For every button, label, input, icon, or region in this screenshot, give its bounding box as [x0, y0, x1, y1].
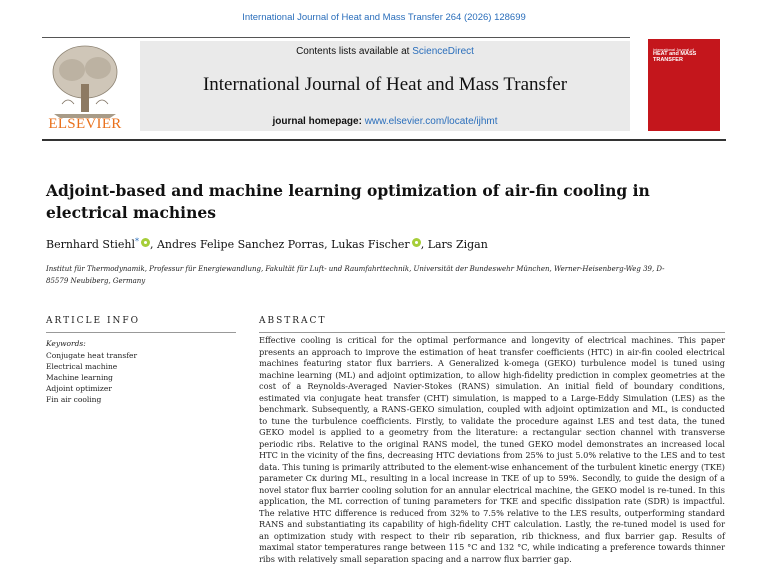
- keyword-item: Electrical machine: [46, 362, 118, 371]
- author-affiliation: Institut für Thermodynamik, Professur für Energiewandlung, Fakultät für Luft- und Raumfahrttechnik, Universität der Bundeswehr München, Werner-Heisenberg-Weg 39, D-85579 Neubiberg, Germany: [46, 265, 665, 285]
- cover-line3: TRANSFER: [653, 56, 683, 63]
- journal-citation[interactable]: International Journal of Heat and Mass Transfer 264 (2026) 128699: [242, 12, 526, 23]
- corresponding-author-mark[interactable]: *: [134, 237, 139, 246]
- author-list: Bernhard Stiehl* , Andres Felipe Sanchez Porras, Lukas Fischer , Lars Zigan: [46, 237, 488, 251]
- homepage-link[interactable]: www.elsevier.com/locate/ijhmt: [364, 116, 498, 127]
- journal-title: International Journal of Heat and Mass Transfer: [202, 74, 568, 95]
- author-name[interactable]: Lukas Fischer: [331, 238, 410, 251]
- homepage-line: [140, 116, 630, 127]
- cover-line2: HEAT and MASS: [653, 51, 697, 57]
- article-title: Adjoint-based and machine learning optimization of air-fin cooling in electrical machines: [46, 181, 650, 222]
- keyword-item: Adjoint optimizer: [46, 384, 112, 393]
- abstract-text: Effective cooling is critical for the optimal performance and longevity of electrical machines. This paper presents an approach to improve the estimation of heat transfer coefficients (HTC) in air-fin cooled electrical machines featuring stator flux barriers. A Generalized k-omega (GEKO) turbulence model is tuned using machine learning (ML) and adjoint optimization, to allow high-fidelity prediction in complex geometries at the cost of a Reynolds-Averaged Navier-Stokes (RANS) simulation. An initial field of boundary conditions, estimated via conjugate heat transfer (CHT) simulation, is mapped to a Large-Eddy Simulation (LES) as the benchmark. Subsequently, a RANS-GEKO simulation, coupled with adjoint optimization and ML, is conducted to tune the turbulence coefficients. Firstly, to validate the procedure against LES and test data, the tuned GEKO model is applied to a geometry from the literature: a rectangular section channel with transverse periodic ribs. Relative to the original RANS model, the tuned GEKO model demonstrates an increased local HTC in the vicinity of the fins, decreasing HTC deviations from 25% to just 5.0% relative to the LES and to test data. This tuning is primarily attributed to the element-wise enhancement of the turbulent kinetic energy (TKE) parameter Cκ during ML, resulting in a local increase in TKE of up to 59%. Secondly, to guide the design of a novel stator flux barrier cooling solution for an annular electrical machine, the GEKO model is re-tuned. In this application, the ML correction of tuning parameters for TKE and specific dissipation rate (SDR) is impactful. The relative HTC difference is reduced from 32% to 7.5% relative to the LES results, outperforming standard RANS and substantiating its capability of high-fidelity CHT calculation. Lastly, the re-tuned model is used for an optimization study with respect to their rib separation, rib thickness, and flux barrier gap. Results of maximal stator temperatures range between 115 °C and 132 °C, while indicating a preference towards thinner ribs with relatively small separation spacing and a narrow flux barrier gap.: [259, 335, 725, 564]
- abstract-divider: [259, 332, 725, 333]
- header-divider: [42, 37, 630, 38]
- journal-cover-thumbnail[interactable]: [648, 39, 720, 131]
- publisher-wordmark: ELSEVIER: [48, 116, 122, 132]
- keywords-list: [46, 350, 137, 405]
- contents-line: [140, 46, 630, 57]
- keyword-item: Conjugate heat transfer: [46, 351, 138, 360]
- keyword-item: Machine learning: [46, 373, 113, 382]
- cover-title: [653, 48, 717, 63]
- abstract-heading: ABSTRACT: [259, 316, 327, 326]
- sciencedirect-link[interactable]: ScienceDirect: [412, 46, 474, 57]
- masthead-divider: [42, 139, 726, 141]
- keyword-item: Fin air cooling: [46, 395, 102, 404]
- cover-line1: International Journal of: [653, 47, 694, 52]
- author-name[interactable]: Bernhard Stiehl: [46, 238, 135, 251]
- orcid-icon[interactable]: [412, 238, 421, 247]
- keywords-label: Keywords:: [46, 339, 86, 348]
- contents-prefix: Contents lists available at: [296, 46, 413, 57]
- article-info-heading: ARTICLE INFO: [46, 316, 141, 326]
- author-name[interactable]: Lars Zigan: [427, 238, 488, 251]
- article-info-divider: [46, 332, 236, 333]
- author-name[interactable]: Andres Felipe Sanchez Porras: [156, 238, 325, 251]
- orcid-icon[interactable]: [141, 238, 150, 247]
- journal-masthead: [140, 41, 630, 131]
- homepage-label: journal homepage:: [272, 116, 365, 127]
